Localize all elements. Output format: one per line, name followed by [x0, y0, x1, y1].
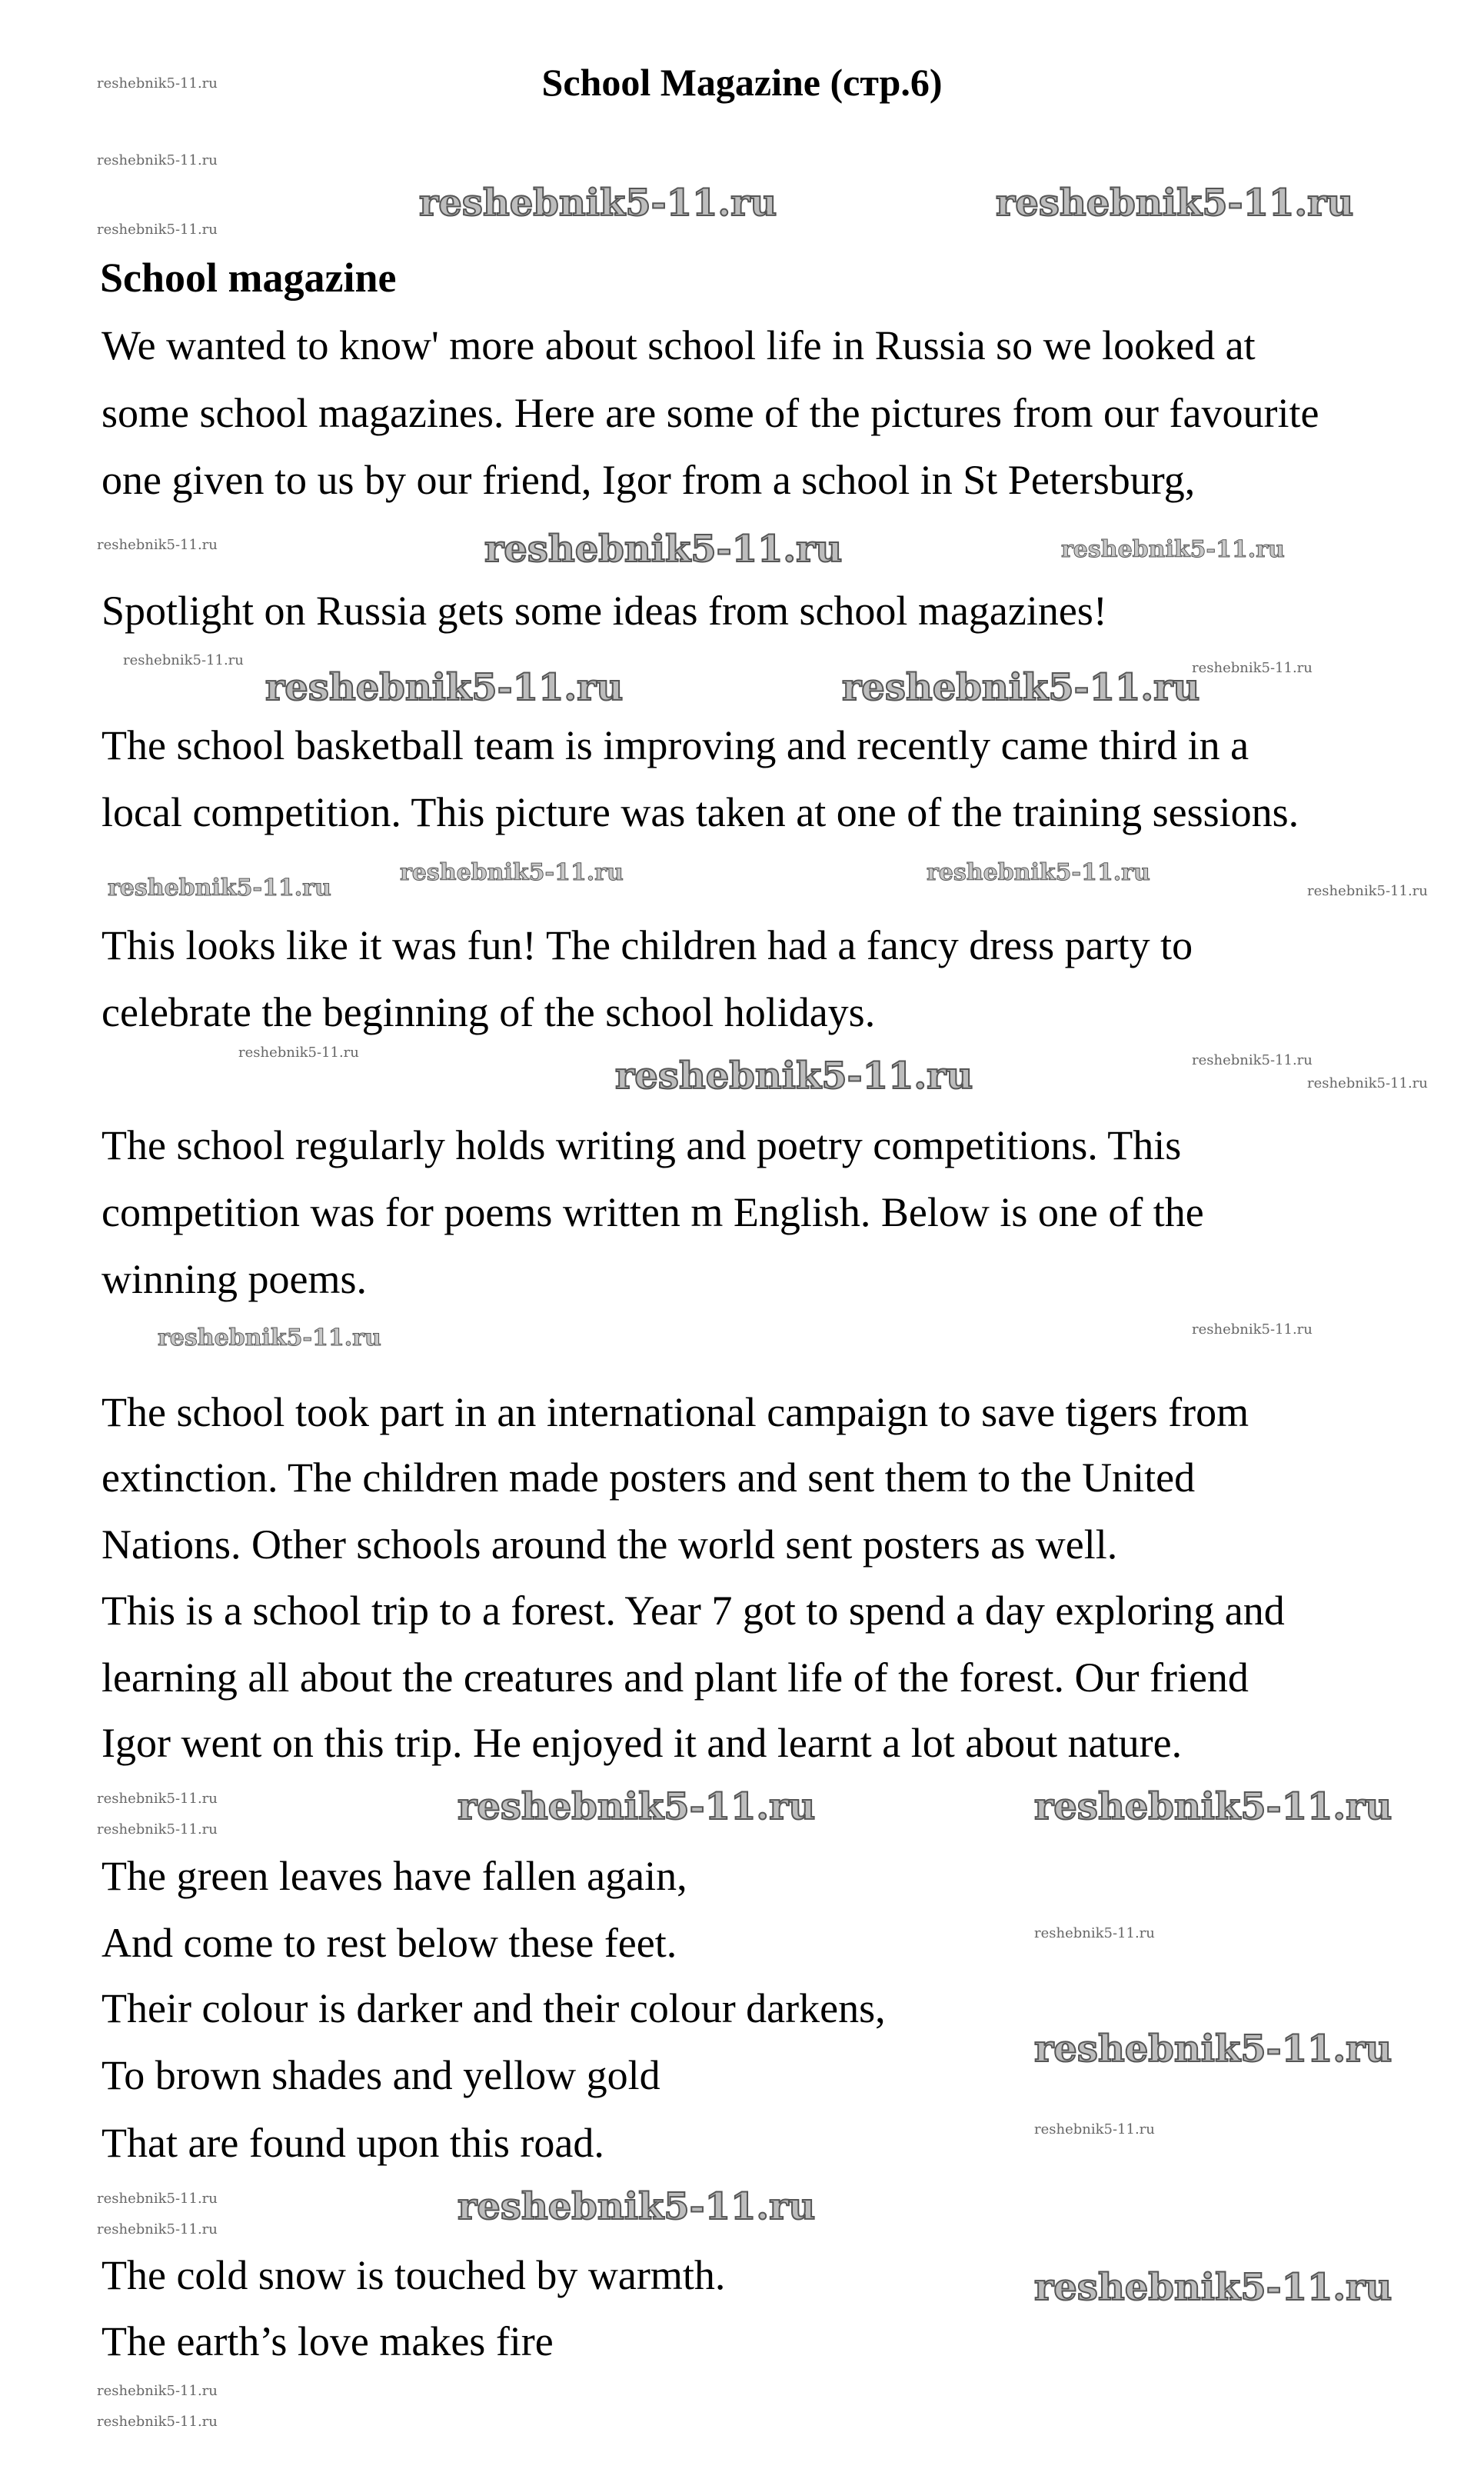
watermark: reshebnik5-11.ru — [108, 875, 331, 901]
watermark: reshebnik5-11.ru — [1034, 1925, 1155, 1941]
watermark: reshebnik5-11.ru — [419, 182, 777, 225]
paragraph-line: The school regularly holds writing and poetry competitions. This — [101, 1122, 1182, 1168]
watermark: reshebnik5-11.ru — [1061, 536, 1285, 563]
paragraph-line: celebrate the beginning of the school holidays. — [101, 989, 876, 1035]
watermark: reshebnik5-11.ru — [458, 1785, 816, 1828]
paragraph-line: learning all about the creatures and plant life of the forest. Our friend — [101, 1654, 1249, 1701]
watermark: reshebnik5-11.ru — [97, 537, 218, 553]
watermark: reshebnik5-11.ru — [238, 1045, 359, 1061]
poem-line: Their colour is darker and their colour darkens, — [101, 1985, 886, 2031]
watermark: reshebnik5-11.ru — [1192, 1052, 1313, 1068]
poem-line: And come to rest below these feet. — [101, 1920, 677, 1966]
paragraph-line: Igor went on this trip. He enjoyed it and learnt a lot about nature. — [101, 1720, 1183, 1766]
watermark: reshebnik5-11.ru — [996, 182, 1354, 225]
watermark: reshebnik5-11.ru — [265, 666, 624, 709]
watermark: reshebnik5-11.ru — [1034, 1785, 1392, 1828]
watermark: reshebnik5-11.ru — [1034, 2121, 1155, 2137]
poem-line: That are found upon this road. — [101, 2120, 604, 2166]
page-title: School Magazine (стр.6) — [541, 61, 943, 104]
watermark: reshebnik5-11.ru — [927, 859, 1150, 886]
paragraph-line: local competition. This picture was taken at one of the training sessions. — [101, 789, 1299, 835]
watermark: reshebnik5-11.ru — [1192, 660, 1313, 676]
paragraph-line: This is a school trip to a forest. Year 7 got to spend a day exploring and — [101, 1588, 1285, 1634]
watermark: reshebnik5-11.ru — [97, 1821, 218, 1838]
paragraph-line: This looks like it was fun! The children had a fancy dress party to — [101, 922, 1193, 968]
watermark: reshebnik5-11.ru — [1034, 2266, 1392, 2309]
paragraph-line: competition was for poems written m English. Below is one of the — [101, 1189, 1204, 1235]
watermark: reshebnik5-11.ru — [97, 2414, 218, 2430]
watermark: reshebnik5-11.ru — [97, 152, 218, 168]
poem-line: To brown shades and yellow gold — [101, 2052, 660, 2098]
watermark: reshebnik5-11.ru — [1192, 1321, 1313, 1338]
watermark: reshebnik5-11.ru — [97, 2383, 218, 2399]
paragraph-line: extinction. The children made posters and sent them to the United — [101, 1454, 1196, 1501]
watermark: reshebnik5-11.ru — [484, 528, 843, 571]
paragraph-line: The school took part in an international campaign to save tigers from — [101, 1389, 1249, 1435]
paragraph-line: winning poems. — [101, 1256, 367, 1302]
watermark: reshebnik5-11.ru — [123, 652, 244, 668]
paragraph-line: some school magazines. Here are some of the pictures from our favourite — [101, 390, 1319, 436]
watermark: reshebnik5-11.ru — [97, 222, 218, 238]
watermark: reshebnik5-11.ru — [97, 75, 218, 92]
watermark: reshebnik5-11.ru — [97, 2191, 218, 2207]
watermark: reshebnik5-11.ru — [615, 1055, 973, 1098]
paragraph-line: one given to us by our friend, Igor from a school in St Petersburg, — [101, 457, 1196, 503]
poem-line: The cold snow is touched by warmth. — [101, 2252, 726, 2298]
poem-line: The earth’s love makes fire — [101, 2318, 554, 2364]
paragraph-line: Spotlight on Russia gets some ideas from school magazines! — [101, 588, 1107, 634]
watermark: reshebnik5-11.ru — [97, 2221, 218, 2237]
watermark: reshebnik5-11.ru — [458, 2185, 816, 2228]
watermark: reshebnik5-11.ru — [842, 666, 1200, 709]
watermark: reshebnik5-11.ru — [1307, 883, 1428, 899]
watermark: reshebnik5-11.ru — [1307, 1075, 1428, 1091]
section-heading: School magazine — [100, 255, 397, 301]
paragraph-line: The school basketball team is improving and recently came third in a — [101, 722, 1249, 768]
watermark: reshebnik5-11.ru — [158, 1324, 381, 1351]
watermark: reshebnik5-11.ru — [97, 1791, 218, 1807]
poem-line: The green leaves have fallen again, — [101, 1853, 687, 1899]
watermark: reshebnik5-11.ru — [1034, 2028, 1392, 2071]
paragraph-line: Nations. Other schools around the world sent posters as well. — [101, 1521, 1118, 1568]
watermark: reshebnik5-11.ru — [400, 859, 624, 886]
paragraph-line: We wanted to know' more about school life in Russia so we looked at — [101, 322, 1256, 368]
